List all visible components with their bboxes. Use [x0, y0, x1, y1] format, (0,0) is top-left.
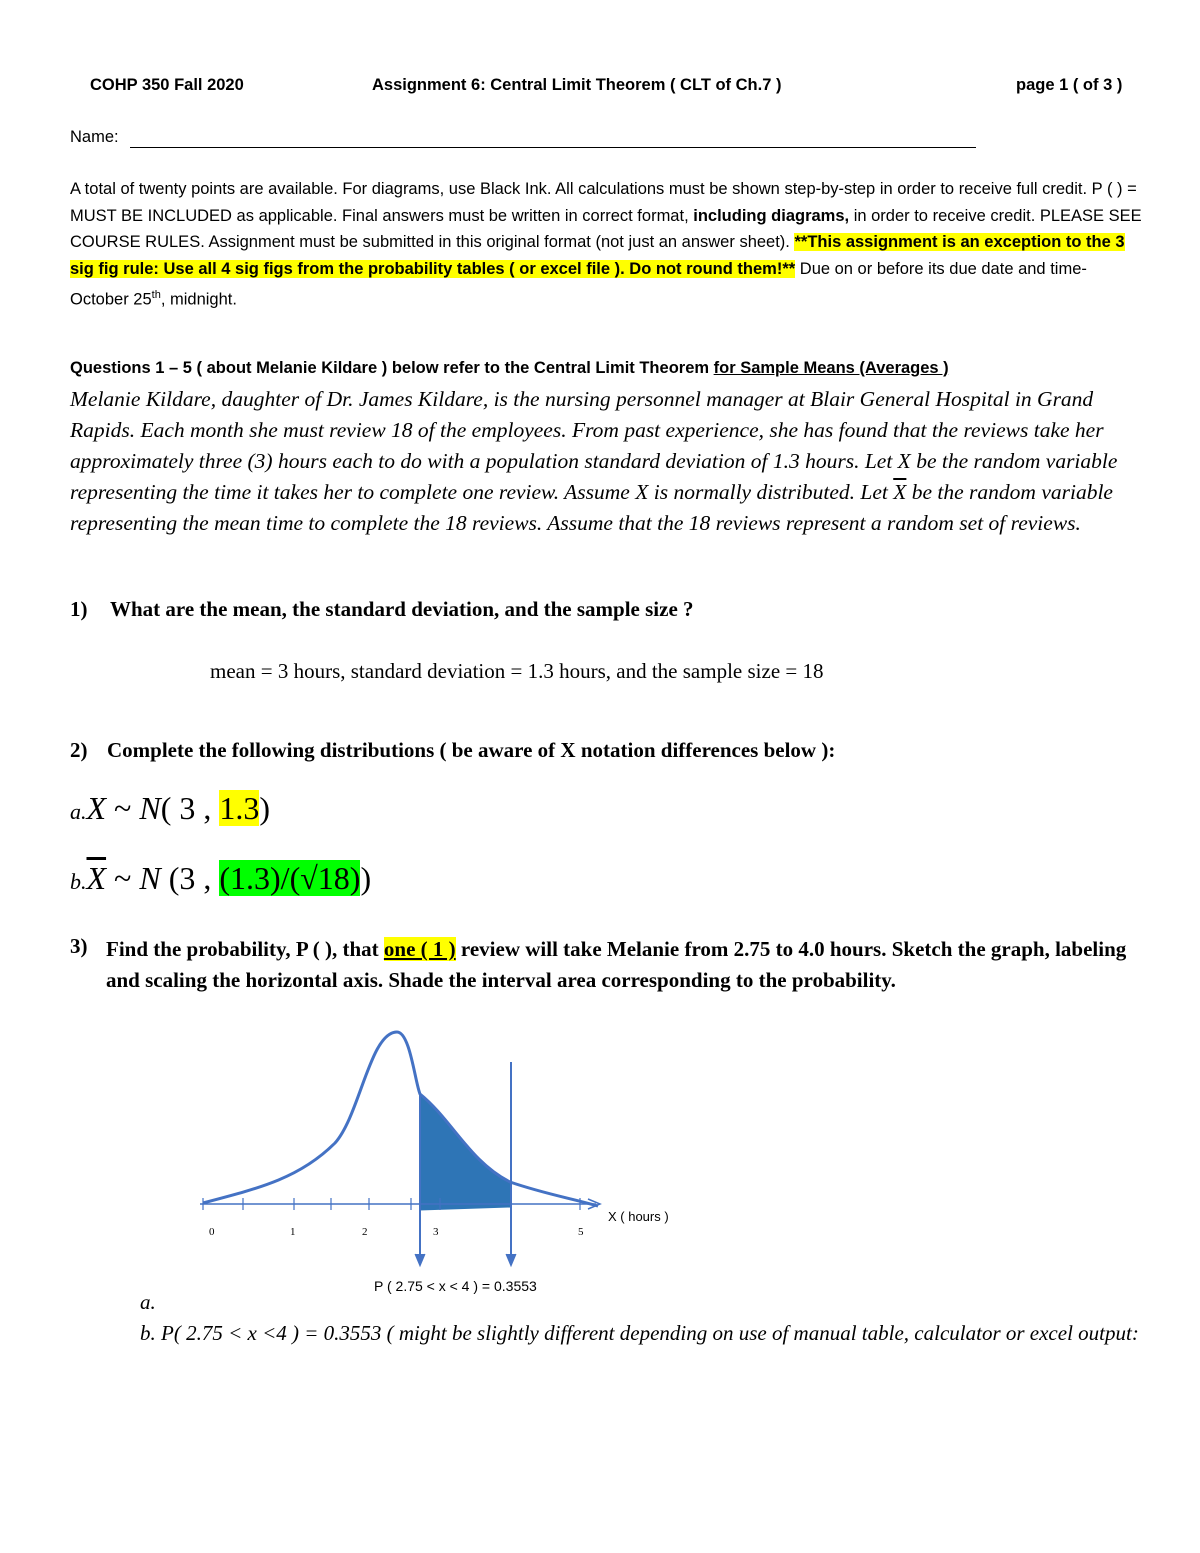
course-label: COHP 350 Fall 2020 [90, 76, 244, 94]
question-3-answer-b: b. P( 2.75 < x <4 ) = 0.3553 ( might be slightly different depending on use of manual table, calculator or excel output: [140, 1321, 1139, 1345]
question-3-answer-a: a. [140, 1290, 156, 1314]
one-review-highlight: one ( 1 ) [383, 937, 456, 961]
assignment-title: Assignment 6: Central Limit Theorem ( CLT of Ch.7 ) [372, 76, 782, 94]
probability-label: P ( 2.75 < x < 4 ) = 0.3553 [374, 1278, 537, 1294]
distribution-a: a.X ~ N( 3 , 1.3) [70, 790, 271, 826]
name-label: Name: [70, 128, 119, 146]
distribution-b-answer: (1.3)/(√18) [219, 860, 361, 896]
tick-label-3: 3 [433, 1226, 439, 1238]
shaded-probability-area [420, 1094, 510, 1210]
lower-bound-arrow [415, 1254, 425, 1266]
x-axis-label: X ( hours ) [608, 1209, 669, 1224]
sig-fig-note: **This assignment is an exception to the 3 sig fig rule: Use all 4 sig figs from the probability tables ( or excel file ). Do not round them!** [70, 233, 1125, 278]
instructions: A total of twenty points are available. For diagrams, use Black Ink. All calculations must be shown step-by-step in order to receive full credit. P ( ) = MUST BE INCLUDED as applicable. Final answers must be written in correct format, including diagrams, in order to receive credit. PLEASE SEE COURSE RULES. Assignment must be submitted in this original format (not just an answer sheet). **This assignment is an exception to the 3 sig fig rule: Use all 4 sig figs from the probability tables ( or excel file ). Do not round them!** Due on or before its due date and time- October 25th, midnight. [70, 180, 1142, 309]
tick-label-0: 0 [209, 1226, 215, 1238]
tick-label-2: 2 [362, 1226, 368, 1238]
question-1-answer: mean = 3 hours, standard deviation = 1.3 hours, and the sample size = 18 [210, 659, 824, 683]
upper-bound-arrow [506, 1254, 516, 1266]
problem-story: Melanie Kildare, daughter of Dr. James Kildare, is the nursing personnel manager at Blair General Hospital in Grand Rapids. Each month she must review 18 of the employees. From past experience, she has found that the reviews take her approximately three (3) hours each to do with a population standard deviation of 1.3 hours. Let X be the random variable representing the time it takes her to complete one review. Assume X is normally distributed. Let $\overline{X}$ be the random variable representing the mean time to complete the 18 reviews. Assume that the 18 reviews represent a random set of reviews. [70, 387, 1118, 535]
distribution-a-answer: 1.3 [219, 790, 260, 826]
tick-label-1: 1 [290, 1226, 296, 1238]
page-number: page 1 ( of 3 ) [1016, 76, 1123, 94]
distribution-b: $b.\overline{X}$ ~ N (3 , (1.3)/(√18)) [70, 860, 372, 896]
normal-curve [203, 1032, 598, 1206]
section-heading: Questions 1 – 5 ( about Melanie Kildare ) below refer to the Central Limit Theorem for Sample Means (Averages ) [70, 359, 949, 377]
tick-label-5: 5 [578, 1226, 584, 1238]
